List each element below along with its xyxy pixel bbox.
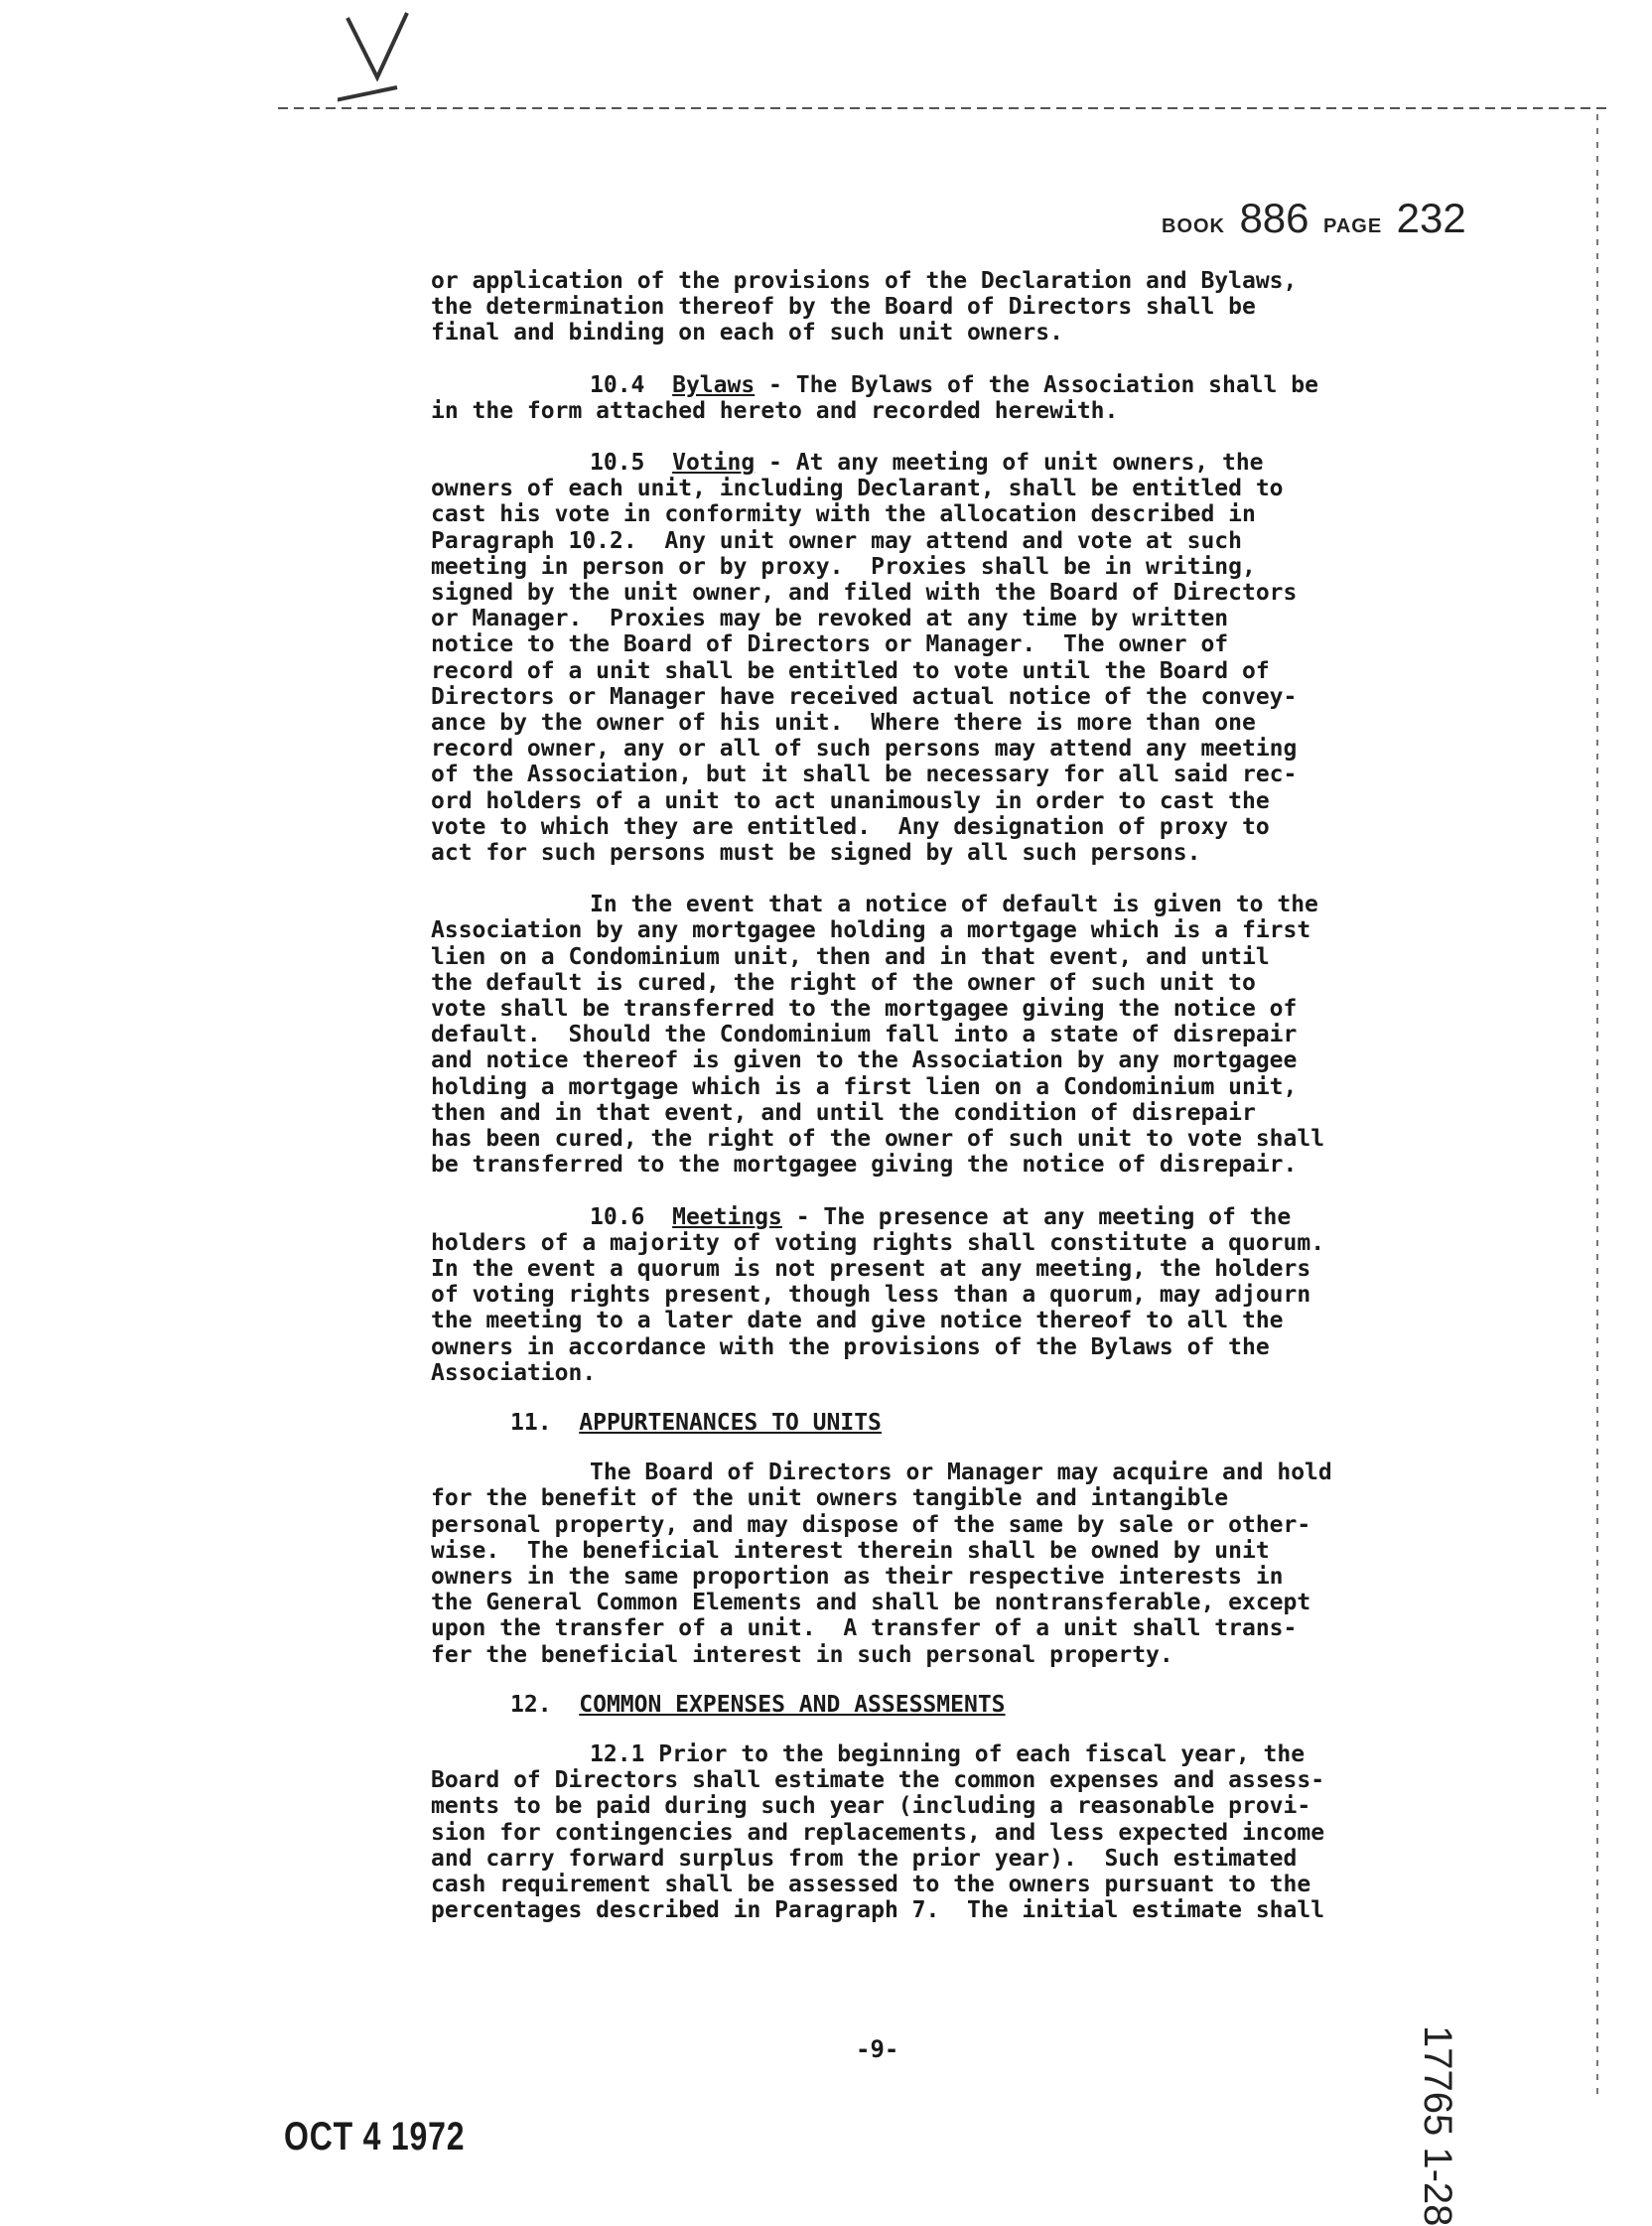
body-line: notice to the Board of Directors or Manager. The owner of (431, 631, 1229, 658)
body-line: Association by any mortgagee holding a mortgage which is a first (431, 917, 1311, 944)
body-line: cast his vote in conformity with the allocation described in (431, 501, 1256, 528)
section-heading: Voting (672, 450, 756, 477)
lead-text: Prior to the beginning of each fiscal year, the (644, 1740, 1306, 1767)
section-10-4-lead (431, 372, 1463, 398)
body-line: owners in accordance with the provisions of the Bylaws of the (431, 1333, 1270, 1360)
section-12-1-lead (431, 1741, 1463, 1767)
body-line: owners in the same proportion as their respective interests in (431, 1563, 1284, 1590)
article-number: 12. (510, 1691, 552, 1718)
recording-side-stamp: 17765 1-28 (1416, 2025, 1459, 2226)
section-10-5-lead (431, 450, 1463, 476)
body-line: Association. (431, 1359, 597, 1386)
document-body (431, 268, 1463, 1923)
body-line: holders of a majority of voting rights shall constitute a quorum. (431, 1229, 1325, 1256)
body-line: then and in that event, and until the condition of disrepair (431, 1099, 1256, 1126)
body-line: In the event a quorum is not present at any meeting, the holders (431, 1255, 1311, 1282)
page-label: PAGE (1322, 215, 1383, 237)
body-line: ance by the owner of his unit. Where there is more than one (431, 710, 1256, 737)
body-line: and notice thereof is given to the Association by any mortgagee (431, 1047, 1298, 1074)
body-line: record of a unit shall be entitled to vote until the Board of (431, 657, 1270, 684)
body-line: in the form attached hereto and recorded herewith. (431, 397, 1119, 424)
body-line: or Manager. Proxies may be revoked at any time by written (431, 606, 1229, 632)
body-line: ord holders of a unit to act unanimously in order to cast the (431, 787, 1270, 814)
body-line: vote to which they are entitled. Any designation of proxy to (431, 813, 1270, 840)
body-line: for the benefit of the unit owners tangible and intangible (431, 1485, 1229, 1512)
lead-text: - The Bylaws of the Association shall be (755, 371, 1318, 398)
page-number-header: 232 (1396, 195, 1466, 241)
body-line: record owner, any or all of such persons may attend any meeting (431, 736, 1298, 763)
book-number: 886 (1239, 195, 1309, 241)
body-line: be transferred to the mortgagee giving the notice of disrepair. (431, 1152, 1298, 1179)
body-line: Board of Directors shall estimate the common expenses and assess- (431, 1767, 1325, 1794)
body-line: of voting rights present, though less than a quorum, may adjourn (431, 1282, 1311, 1309)
body-line: fer the beneficial interest in such personal property. (431, 1641, 1173, 1668)
body-line: the determination thereof by the Board of Directors shall be (431, 294, 1256, 321)
section-heading: Bylaws (672, 371, 756, 398)
lead-text: - At any meeting of unit owners, the (755, 450, 1264, 477)
body-line: cash requirement shall be assessed to the owners pursuant to the (431, 1871, 1311, 1897)
section-heading: Meetings (672, 1203, 782, 1230)
body-line: and carry forward surplus from the prior year). Such estimated (431, 1845, 1298, 1872)
body-line: lien on a Condominium unit, then and in that event, and until (431, 943, 1270, 970)
body-line: wise. The beneficial interest therein shall be owned by unit (431, 1537, 1270, 1564)
body-line: act for such persons must be signed by all such persons. (431, 840, 1201, 867)
body-line: upon the transfer of a unit. A transfer of a unit shall trans- (431, 1615, 1298, 1642)
article-12-heading (431, 1692, 1463, 1718)
body-line: percentages described in Paragraph 7. The initial estimate shall (431, 1897, 1325, 1924)
body-line: Directors or Manager have received actual notice of the convey- (431, 683, 1298, 710)
page-edge-right (1596, 114, 1598, 2100)
article-number: 11. (510, 1409, 552, 1436)
section-number: 10.4 (590, 371, 645, 398)
article-title: COMMON EXPENSES AND ASSESSMENTS (579, 1691, 1006, 1718)
section-10-6-lead (431, 1204, 1463, 1230)
body-line: In the event that a notice of default is given to the (590, 892, 1318, 918)
book-page-reference (1162, 195, 1476, 242)
recording-date-stamp: OCT 4 1972 (284, 2115, 466, 2158)
body-line: the meeting to a later date and give notice thereof to all the (431, 1308, 1284, 1334)
lead-text: - The presence at any meeting of the (781, 1203, 1292, 1230)
section-number: 10.6 (590, 1203, 645, 1230)
body-line: default. Should the Condominium fall into a state of disrepair (431, 1022, 1298, 1048)
page-footer-number: -9- (856, 2035, 899, 2063)
body-line: holding a mortgage which is a first lien on a Condominium unit, (431, 1073, 1298, 1100)
body-line: vote shall be transferred to the mortgagee giving the notice of (431, 996, 1298, 1023)
body-line: signed by the unit owner, and filed with the Board of Directors (431, 580, 1298, 607)
body-line: owners of each unit, including Declarant, shall be entitled to (431, 476, 1284, 502)
body-line: has been cured, the right of the owner of such unit to vote shall (431, 1126, 1325, 1153)
book-label: BOOK (1162, 215, 1225, 237)
body-line: the default is cured, the right of the owner of such unit to (431, 969, 1256, 996)
article-title: APPURTENANCES TO UNITS (579, 1409, 882, 1436)
body-line: or application of the provisions of the Declaration and Bylaws, (431, 268, 1298, 294)
body-line: sion for contingencies and replacements, and less expected income (431, 1819, 1325, 1846)
body-line: of the Association, but it shall be necessary for all said rec- (431, 762, 1298, 788)
handwritten-check-mark (338, 8, 457, 127)
body-line: Paragraph 10.2. Any unit owner may attend and vote at such (431, 527, 1242, 554)
page-edge-top (278, 107, 1608, 109)
body-line: meeting in person or by proxy. Proxies shall be in writing, (431, 553, 1256, 580)
body-line: final and binding on each of such unit owners. (431, 320, 1063, 347)
body-line: the General Common Elements and shall be nontransferable, except (431, 1590, 1311, 1616)
article-11-heading (431, 1410, 1463, 1436)
body-line: ments to be paid during such year (including a reasonable provi- (431, 1793, 1311, 1820)
body-line: personal property, and may dispose of the same by sale or other- (431, 1511, 1311, 1538)
section-number: 12.1 (590, 1740, 645, 1767)
body-line: The Board of Directors or Manager may acquire and hold (590, 1460, 1332, 1486)
section-number: 10.5 (590, 450, 645, 477)
